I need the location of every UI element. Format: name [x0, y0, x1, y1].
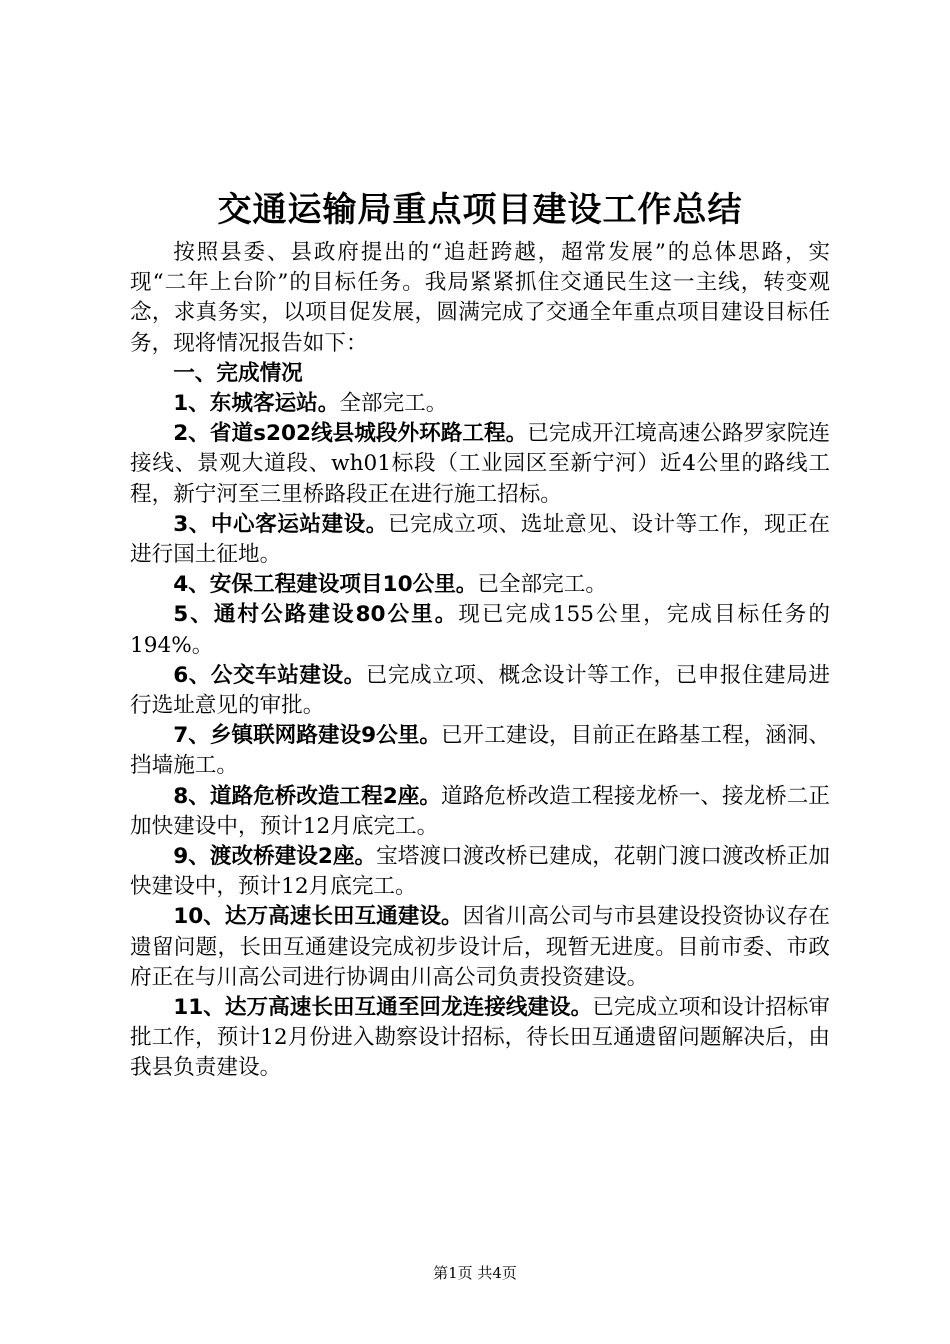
- item-text: 已完成开江境高速公路罗家院连接线、景观大道段、wh01标段（工业园区至新宁河）近4公里的路线工程，新宁河至三里桥路段正在进行施工招标。: [130, 421, 830, 507]
- page-number: 第1页 共4页: [433, 1264, 517, 1282]
- intro-paragraph: 按照县委、县政府提出的“追赶跨越，超常发展”的总体思路，实现“二年上台阶”的目标任务。我局紧紧抓住交通民生这一主线，转变观念，求真务实，以项目促发展，圆满完成了交通全年重点项目建设目标任务，现将情况报告如下：: [130, 240, 830, 356]
- item-text: 已全部完工。: [477, 572, 607, 598]
- item-heading: 1、东城客运站。: [173, 391, 340, 417]
- list-item: [130, 782, 830, 842]
- item-heading: 7、乡镇联网路建设9公里。: [173, 723, 441, 749]
- item-text: 因省川高公司与市县建设投资协议存在遗留问题，长田互通建设完成初步设计后，现暂无进度。目前市委、市政府正在与川高公司进行协调由川高公司负责投资建设。: [130, 904, 830, 990]
- list-item: [130, 570, 830, 600]
- item-heading: 4、安保工程建设项目10公里。: [173, 572, 478, 598]
- document-body: [130, 238, 830, 1084]
- item-heading: 3、中心客运站建设。: [173, 511, 388, 537]
- item-text: 已开工建设，目前正在路基工程，涵洞、挡墙施工。: [130, 723, 830, 779]
- item-heading: 2、省道s202线县城段外环路工程。: [173, 421, 528, 447]
- list-item: [130, 600, 830, 660]
- list-item: [130, 510, 830, 570]
- section-heading: 一、完成情况: [173, 360, 303, 386]
- document-title: 交通运输局重点项目建设工作总结: [217, 190, 743, 230]
- item-text: 已完成立项、概念设计等工作，已申报住建局进行选址意见的审批。: [130, 662, 830, 719]
- item-text: 道路危桥改造工程接龙桥一、接龙桥二正加快建设中，预计12月底完工。: [130, 783, 830, 839]
- item-heading: 11、达万高速长田互通至回龙连接线建设。: [173, 995, 593, 1021]
- item-heading: 5、通村公路建设80公里。: [173, 602, 459, 628]
- list-item: [130, 993, 830, 1084]
- item-text: 宝塔渡口渡改桥已建成，花朝门渡口渡改桥正加快建设中，预计12月底完工。: [130, 844, 830, 900]
- list-item: [130, 419, 830, 510]
- list-item: [130, 842, 830, 902]
- item-heading: 6、公交车站建设。: [173, 662, 366, 688]
- item-heading: 10、达万高速长田互通建设。: [173, 904, 463, 930]
- item-text: 现已完成155公里，完成目标任务的194%。: [130, 602, 831, 658]
- item-text: 已完成立项和设计招标审批工作，预计12月份进入勘察设计招标，待长田互通遗留问题解决后，由我县负责建设。: [130, 995, 830, 1081]
- list-item: [130, 661, 830, 721]
- list-item: [130, 389, 830, 419]
- item-heading: 9、渡改桥建设2座。: [173, 844, 377, 870]
- item-text: 已完成立项、选址意见、设计等工作，现正在进行国土征地。: [130, 511, 830, 568]
- list-item: [130, 721, 830, 781]
- item-heading: 8、道路危桥改造工程2座。: [173, 783, 441, 809]
- item-text: 全部完工。: [339, 391, 448, 417]
- list-item: [130, 902, 830, 993]
